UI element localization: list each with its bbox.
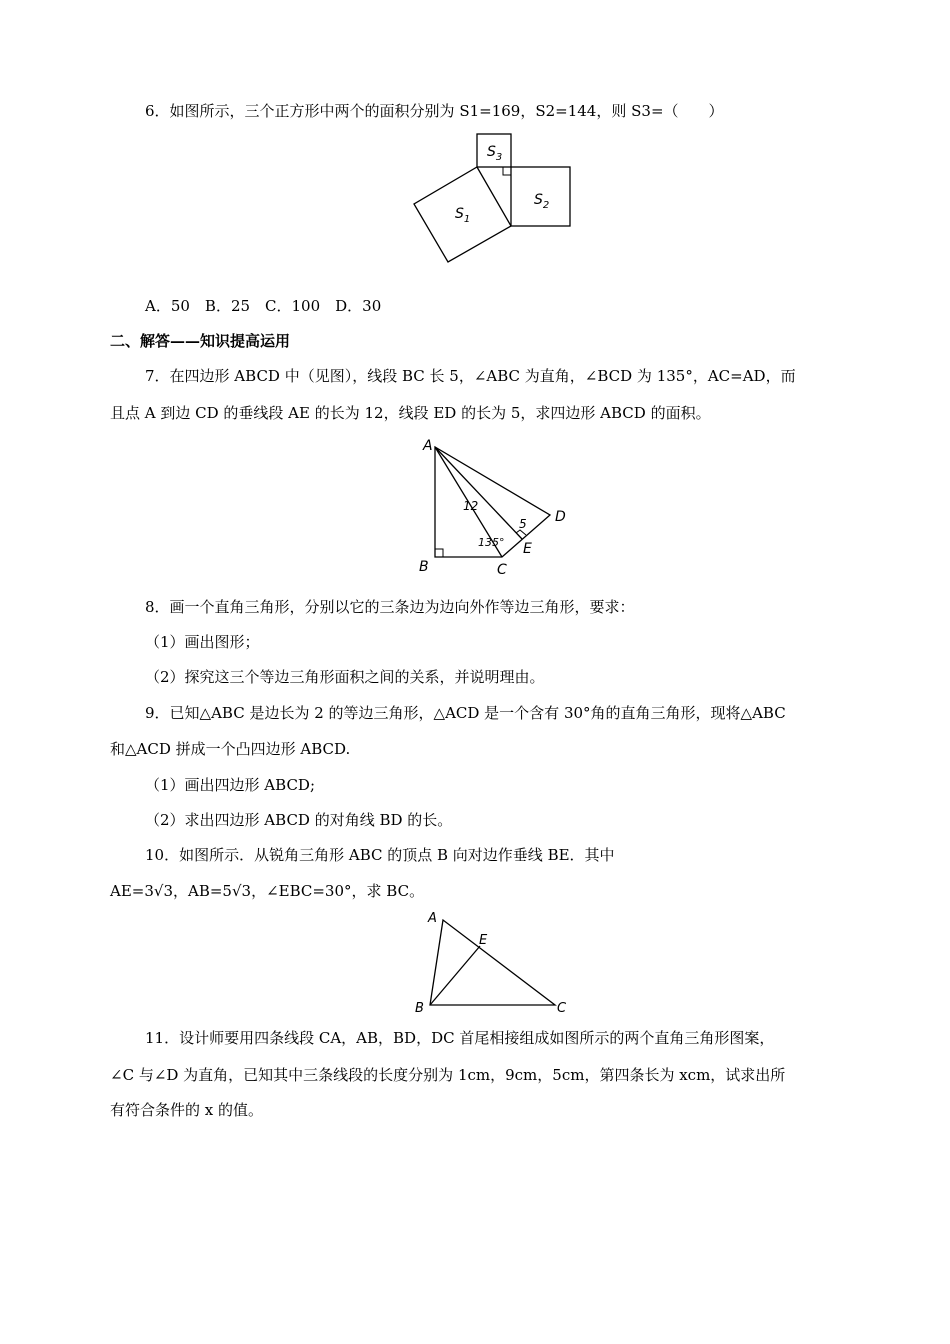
q9-part1: （1）画出四边形 ABCD; (145, 776, 316, 794)
label-s1: $S_1$ (455, 206, 471, 225)
label-s2: $S_2$ (534, 192, 550, 211)
label-b: B (419, 559, 429, 575)
label-5: 5 (519, 517, 527, 531)
label-d: D (555, 509, 566, 525)
label-135: 135° (478, 536, 505, 549)
q6-figure (405, 128, 580, 268)
section-title: 二、解答——知识提高运用 (110, 332, 291, 350)
q11-line3: 有符合条件的 x 的值。 (110, 1101, 263, 1119)
label-a: A (428, 911, 437, 926)
q7-figure (415, 435, 575, 580)
q7-line1: 7．在四边形 ABCD 中（见图），线段 BC 长 5，∠ABC 为直角，∠BCD 为 135°，AC=AD，而 (145, 367, 796, 385)
triangle-abc (430, 920, 555, 1005)
q9-line2: 和△ACD 拼成一个凸四边形 ABCD. (110, 740, 351, 758)
label-c: C (497, 562, 507, 578)
q8-line1: 8．画一个直角三角形，分别以它的三条边为边向外作等边三角形，要求： (145, 598, 635, 616)
label-c: C (557, 1001, 567, 1016)
label-e: E (479, 933, 488, 948)
right-angle-b (435, 549, 443, 557)
segment-ae (435, 447, 522, 539)
q11-line1: 11．设计师要用四条线段 CA，AB，BD，DC 首尾相接组成如图所示的两个直角三角形图案， (145, 1029, 775, 1047)
q9-line1: 9．已知△ABC 是边长为 2 的等边三角形，△ACD 是一个含有 30°角的直角三角形，现将△ABC (145, 704, 786, 722)
q11-line2: ∠C 与∠D 为直角，已知其中三条线段的长度分别为 1cm，9cm，5cm，第四条长为 xcm，试求出所 (110, 1066, 786, 1084)
label-a: A (423, 438, 433, 454)
q10-figure (410, 908, 575, 1018)
label-s3: $S_3$ (487, 144, 503, 163)
label-e: E (523, 541, 532, 557)
q10-line2: AE=3√3，AB=5√3，∠EBC=30°，求 BC。 (110, 882, 425, 900)
q7-line2: 且点 A 到边 CD 的垂线段 AE 的长为 12，线段 ED 的长为 5，求四边形 ABCD 的面积。 (110, 404, 711, 422)
q8-part1: （1）画出图形； (145, 633, 260, 651)
q6-text: 6．如图所示，三个正方形中两个的面积分别为 S1=169，S2=144，则 S3=（ ） (145, 102, 724, 120)
label-b: B (415, 1001, 424, 1016)
q6-options: A．50 B．25 C．100 D．30 (145, 297, 382, 315)
q9-part2: （2）求出四边形 ABCD 的对角线 BD 的长。 (145, 811, 453, 829)
right-angle-mark (503, 167, 511, 175)
q10-line1: 10．如图所示．从锐角三角形 ABC 的顶点 B 向对边作垂线 BE．其中 (145, 846, 615, 864)
q8-part2: （2）探究这三个等边三角形面积之间的关系，并说明理由。 (145, 668, 545, 686)
label-12: 12 (463, 499, 479, 513)
